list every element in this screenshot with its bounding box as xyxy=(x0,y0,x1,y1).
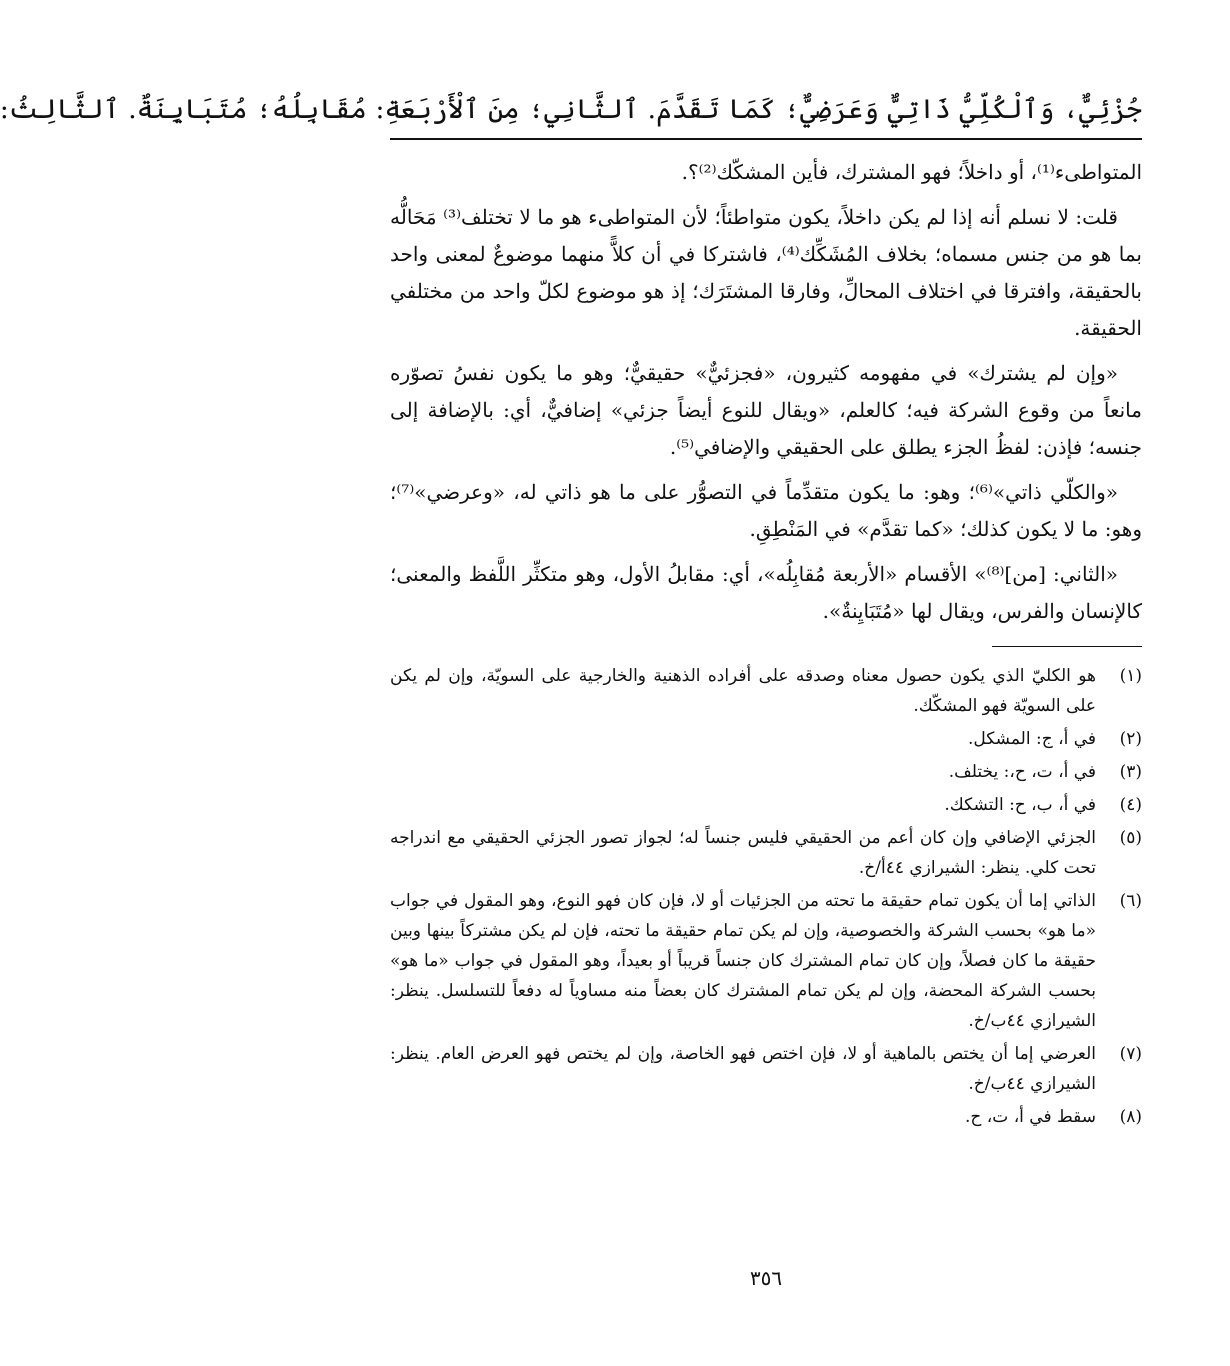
commentary-paragraph: «والكلّي ذاتي»⁽⁶⁾؛ وهو: ما يكون متقدِّماً في التصوُّر على ما هو ذاتي له، «وعرضي»⁽⁷⁾؛ وهو: ما لا يكون كذلك؛ «كما تقدَّم» في المَنْطِقِ. xyxy=(390,480,1142,541)
footnote-number: (٢) xyxy=(1119,729,1142,749)
footnote-item xyxy=(390,724,1142,754)
footnote-text: الذاتي إما أن يكون تمام حقيقة ما تحته من الجزئيات أو لا، فإن كان فهو النوع، وهو المقول في جواب «ما هو» بحسب الشركة والخصوصية، وإن لم يكن تمام حقيقة ما تحته، فإن لم يكن مشتركاً بينها وبين حقيقة ما كان فصلاً، وإن كان تمام المشترك كان جنساً قريباً أو بعيداً، وهو المقول في جواب «ما هو» بحسب الشركة المحضة، وإن لم يكن تمام المشترك كان بعضاً منه مساوياً له دفعاً للتسلسل. ينظر: الشيرازي ٤٤ب/خ. xyxy=(390,891,1096,1031)
footnote-text: في أ، ب، ح: التشكك. xyxy=(944,795,1096,815)
commentary-paragraph: المتواطىء⁽¹⁾، أو داخلاً؛ فهو المشترك، فأين المشكّك⁽²⁾؟. xyxy=(681,160,1142,184)
footnote-item xyxy=(390,757,1142,787)
page-number: ٣٥٦ xyxy=(749,1266,783,1290)
footnote-number: (٧) xyxy=(1119,1044,1142,1064)
footnotes-list xyxy=(390,661,1142,1132)
footnote-text: في أ، ج: المشكل. xyxy=(968,729,1096,749)
footnote-text: الجزئي الإضافي وإن كان أعم من الحقيقي فليس جنساً له؛ لجواز تصور الجزئي الحقيقي مع اندراجه تحت كلي. ينظر: الشيرازي ٤٤أ/خ. xyxy=(390,828,1096,878)
footnote-text: هو الكليّ الذي يكون حصول معناه وصدقه على أفراده الذهنية والخارجية على السويّة، وإن لم يكن على السويّة فهو المشكّك. xyxy=(390,666,1096,716)
commentary-paragraph: «وإن لم يشترك» في مفهومه كثيرون، «فجزئيٌّ» حقيقيٌّ؛ وهو ما يكون نفسُ تصوّره مانعاً من وقوع الشركة فيه؛ كالعلم، «ويقال للنوع أيضاً جزئي» إضافيٌّ، أي: بالإضافة إلى جنسه؛ فإذن: لفظُ الجزء يطلق على الحقيقي والإضافي⁽⁵⁾. xyxy=(390,361,1142,459)
footnote-item xyxy=(390,661,1142,721)
commentary-paragraph: «الثاني: [من]⁽⁸⁾» الأقسام «الأربعة مُقابِلُه»، أي: مقابلُ الأول، وهو متكثِّر اللَّفظ والمعنى؛ كالإنسان والفرس، ويقال لها «مُتَبَايِنةٌ». xyxy=(390,562,1142,623)
footnote-text: العرضي إما أن يختص بالماهية أو لا، فإن اختص فهو الخاصة، وإن لم يختص فهو العرض العام. ينظر: الشيرازي ٤٤ب/خ. xyxy=(390,1044,1096,1094)
footnote-number: (٣) xyxy=(1119,762,1142,782)
footnote-item xyxy=(390,823,1142,883)
footnote-number: (٨) xyxy=(1119,1107,1142,1127)
footnote-number: (٥) xyxy=(1119,828,1142,848)
commentary-body xyxy=(390,154,1142,630)
footnote-text: في أ، ت، ح،: يختلف. xyxy=(948,762,1096,782)
footnote-separator xyxy=(992,646,1142,647)
footnote-item xyxy=(390,1039,1142,1099)
commentary-paragraph: قلت: لا نسلم أنه إذا لم يكن داخلاً، يكون متواطئاً؛ لأن المتواطىء هو ما لا تختلف⁽³⁾ مَحَالُّه بما هو من جنس مسماه؛ بخلاف المُشَكِّك⁽⁴⁾، فاشتركا في أن كلاًّ منهما موضوعٌ لمعنى واحد بالحقيقة، وافترقا في اختلاف المحالِّ، وفارقا المشتَرَك؛ إذ هو موضوع لكلّ واحد من مختلفي الحقيقة. xyxy=(390,205,1143,340)
footnote-number: (١) xyxy=(1119,666,1142,686)
book-page xyxy=(0,88,1143,1366)
footnote-item xyxy=(390,790,1142,820)
footnote-item xyxy=(390,1102,1142,1132)
footnote-number: (٦) xyxy=(1119,891,1142,911)
footnote-number: (٤) xyxy=(1119,795,1142,815)
running-header-matn: جُزْئِيٌّ، وَٱلْكُلِّيُّ ذَاتِيٌّ وَعَرَضِيٌّ؛ كَمَا تَقَدَّمَ. ٱلثَّانِي؛ مِنَ ٱلْأَرْبَعَةِ: مُقَابِلُهُ؛ مُتَبَايِنَةٌ. ٱلثَّالِثُ: xyxy=(390,88,1142,140)
footnote-item xyxy=(390,886,1142,1036)
footnote-text: سقط في أ، ت، ح. xyxy=(965,1107,1096,1127)
